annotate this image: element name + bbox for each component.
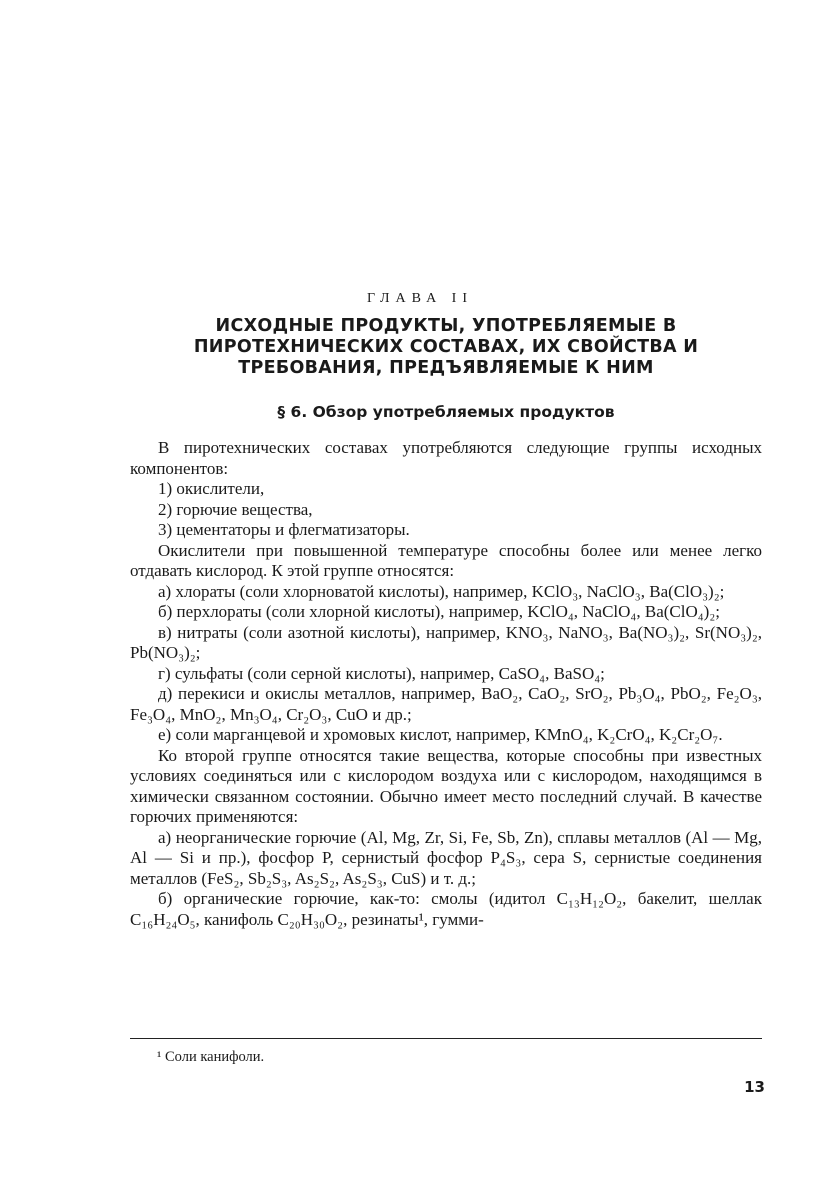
oxidizer-item: в) нитраты (соли азотной кислоты), например, KNO₃, NaNO₃, Ba(NO₃)₂, Sr(NO₃)₂, Pb(NO₃)₂; <box>130 622 762 662</box>
list-item: 2) горючие вещества, <box>158 499 313 519</box>
oxidizer-item: б) перхлораты (соли хлорной кислоты), например, KClO₄, NaClO₄, Ba(ClO₄)₂; <box>158 602 720 621</box>
page-number: 13 <box>744 1078 765 1096</box>
oxidizer-item: г) сульфаты (соли серной кислоты), например, CaSO₄, BaSO₄; <box>158 663 605 683</box>
fuels-paragraph: Ко второй группе относятся такие вещества, которые способны при известных условиях соединяться или с кислородом воздуха или с кислородом, находящимся в химически связанном состоянии. Обычно имеет место последний случай. В качестве горючих применяются: <box>130 745 762 826</box>
body-text <box>130 438 762 930</box>
fuel-item: б) органические горючие, как-то: смолы (идитол C₁₃H₁₂O₂, бакелит, шеллак C₁₆H₂₄O₅, канифоль C₂₀H₃₀O₂, резинаты¹, гумми- <box>130 889 762 929</box>
oxidizer-item: д) перекиси и окислы металлов, например, BaO₂, CaO₂, SrO₂, Pb₃O₄, PbO₂, Fe₂O₃, Fe₃O₄, MnO₂, Mn₃O₄, Cr₂O₃, CuO и др.; <box>130 684 762 724</box>
oxidizers-paragraph: Окислители при повышенной температуре способны более или менее легко отдавать кислород. К этой группе относятся: <box>130 540 762 580</box>
section-title: § 6. Обзор употребляемых продуктов <box>277 403 615 421</box>
intro-paragraph: В пиротехнических составах употребляются следующие группы исходных компонентов: <box>130 438 762 478</box>
list-item: 3) цементаторы и флегматизаторы. <box>158 520 410 539</box>
oxidizer-item: е) соли марганцевой и хромовых кислот, например, KMnO₄, K₂CrO₄, K₂Cr₂O₇. <box>158 725 723 744</box>
oxidizer-item: а) хлораты (соли хлорноватой кислоты), например, KClO₃, NaClO₃, Ba(ClO₃)₂; <box>158 581 725 601</box>
chapter-title: ИСХОДНЫЕ ПРОДУКТЫ, УПОТРЕБЛЯЕМЫЕ В ПИРОТЕХНИЧЕСКИХ СОСТАВАХ, ИХ СВОЙСТВА И ТРЕБОВАНИЯ, ПРЕДЪЯВЛЯЕМЫЕ К НИМ <box>193 316 699 378</box>
chapter-label: ГЛАВА II <box>366 291 474 306</box>
list-item: 1) окислители, <box>158 479 265 498</box>
fuel-item: а) неорганические горючие (Al, Mg, Zr, Si, Fe, Sb, Zn), сплавы металлов (Al — Mg, Al — Si и пр.), фосфор P, сернистый фосфор P₄S₃, сера S, сернистые соединения металлов (FeS₂, Sb₂S₃, As₂S₂, As₂S₃, CuS) и т. д.; <box>130 827 762 888</box>
footnote: ¹ Соли канифоли. <box>157 1049 265 1065</box>
footnote-divider <box>130 1038 762 1039</box>
